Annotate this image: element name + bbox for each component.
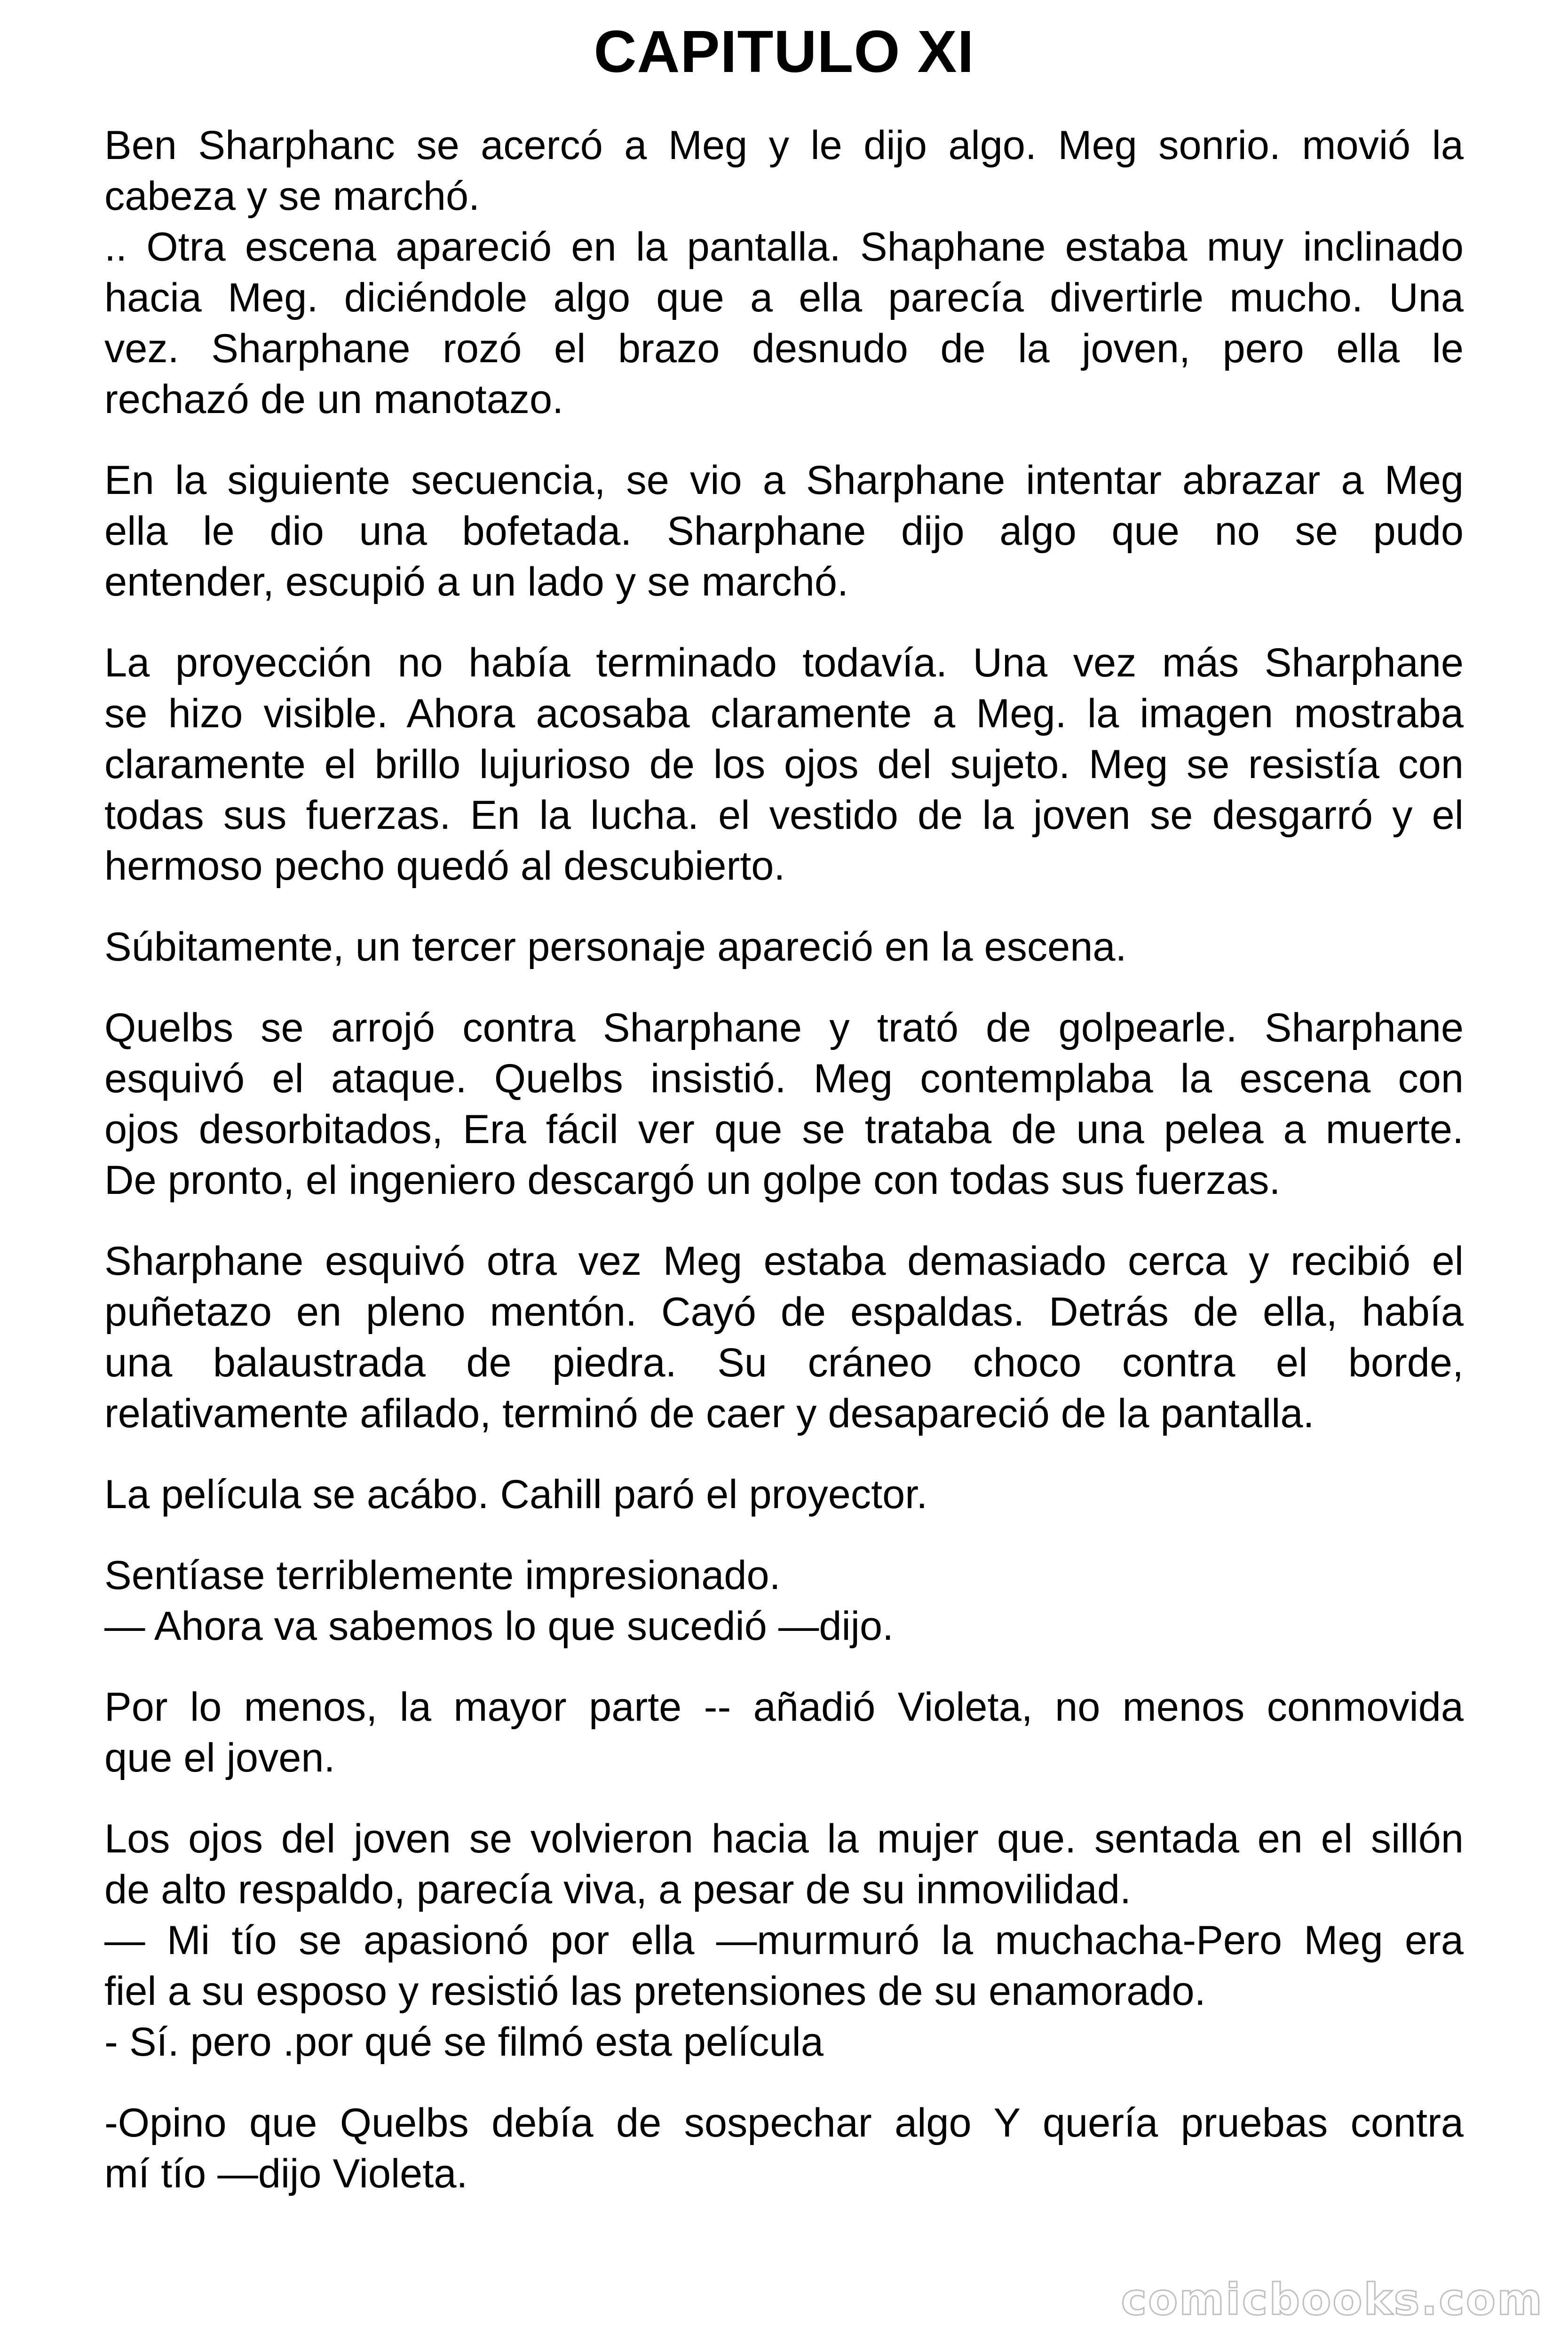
text-line: — Mi tío se apasionó por ella —murmuró la muchacha-Pero Meg era (104, 1918, 1464, 1963)
text-line: una balaustrada de piedra. Su cráneo choco contra el borde, (104, 1340, 1464, 1385)
text-line: .. Otra escena apareció en la pantalla. Shaphane estaba muy inclinado (104, 224, 1464, 270)
text-line: esquivó el ataque. Quelbs insistió. Meg contemplaba la escena con (104, 1056, 1464, 1101)
paragraph (104, 1236, 1464, 1439)
text-line: -Opino que Quelbs debía de sospechar algo Y quería pruebas contra (104, 2100, 1464, 2145)
text-line: - Sí. pero .por qué se filmó esta película (104, 2019, 824, 2065)
watermark-text: comicbooks.com (1121, 2274, 1544, 2325)
text-line: Súbitamente, un tercer personaje apareció en la escena. (104, 924, 1127, 969)
text-line: rechazó de un manotazo. (104, 377, 564, 422)
text-line: Ben Sharphanc se acercó a Meg y le dijo algo. Meg sonrio. movió la (104, 123, 1464, 168)
paragraph (104, 120, 1464, 425)
text-line: entender, escupió a un lado y se marchó. (104, 559, 849, 604)
paragraph (104, 1002, 1464, 1206)
text-line: claramente el brillo lujurioso de los ojos del sujeto. Meg se resistía con (104, 742, 1464, 787)
text-line: mí tío —dijo Violeta. (104, 2151, 468, 2196)
paragraph (104, 922, 1464, 972)
paragraph (104, 1813, 1464, 2067)
paragraph (104, 1682, 1464, 1783)
text-line: Los ojos del joven se volvieron hacia la mujer que. sentada en el sillón (104, 1816, 1464, 1861)
paragraph (104, 637, 1464, 891)
text-line: todas sus fuerzas. En la lucha. el vestido de la joven se desgarró y el (104, 793, 1464, 838)
text-line: cabeza y se marchó. (104, 174, 480, 219)
text-line: De pronto, el ingeniero descargó un golpe con todas sus fuerzas. (104, 1158, 1281, 1203)
text-line: En la siguiente secuencia, se vio a Sharphane intentar abrazar a Meg (104, 458, 1464, 503)
text-line: Sharphane esquivó otra vez Meg estaba demasiado cerca y recibió el (104, 1239, 1464, 1284)
text-line: que el joven. (104, 1735, 335, 1780)
text-line: hermoso pecho quedó al descubierto. (104, 843, 785, 889)
paragraph (104, 2098, 1464, 2199)
text-line: relativamente afilado, terminó de caer y desapareció de la pantalla. (104, 1391, 1315, 1436)
text-line: hacia Meg. diciéndole algo que a ella parecía divertirle mucho. Una (104, 275, 1464, 320)
text-line: Sentíase terriblemente impresionado. (104, 1553, 781, 1598)
text-line: se hizo visible. Ahora acosaba claramente a Meg. la imagen mostraba (104, 691, 1464, 736)
paragraph (104, 1469, 1464, 1520)
text-line: vez. Sharphane rozó el brazo desnudo de la joven, pero ella le (104, 326, 1464, 371)
text-line: puñetazo en pleno mentón. Cayó de espaldas. Detrás de ella, había (104, 1289, 1464, 1335)
text-line: Quelbs se arrojó contra Sharphane y trató de golpearle. Sharphane (104, 1005, 1464, 1050)
text-line: fiel a su esposo y resistió las pretensiones de su enamorado. (104, 1969, 1206, 2014)
text-line: — Ahora va sabemos lo que sucedió —dijo. (104, 1604, 894, 1649)
text-line: de alto respaldo, parecía viva, a pesar de su inmovilidad. (104, 1867, 1131, 1912)
chapter-title: CAPITULO XI (594, 18, 974, 85)
text-line: ojos desorbitados, Era fácil ver que se trataba de una pelea a muerte. (104, 1107, 1464, 1152)
paragraph (104, 455, 1464, 607)
paragraph (104, 1550, 1464, 1652)
text-line: ella le dio una bofetada. Sharphane dijo algo que no se pudo (104, 509, 1464, 554)
text-line: La proyección no había terminado todavía. Una vez más Sharphane (104, 640, 1464, 685)
text-line: La película se acábo. Cahill paró el proyector. (104, 1472, 928, 1517)
chapter-body (104, 120, 1464, 2229)
text-line: Por lo menos, la mayor parte -- añadió Violeta, no menos conmovida (104, 1685, 1464, 1730)
